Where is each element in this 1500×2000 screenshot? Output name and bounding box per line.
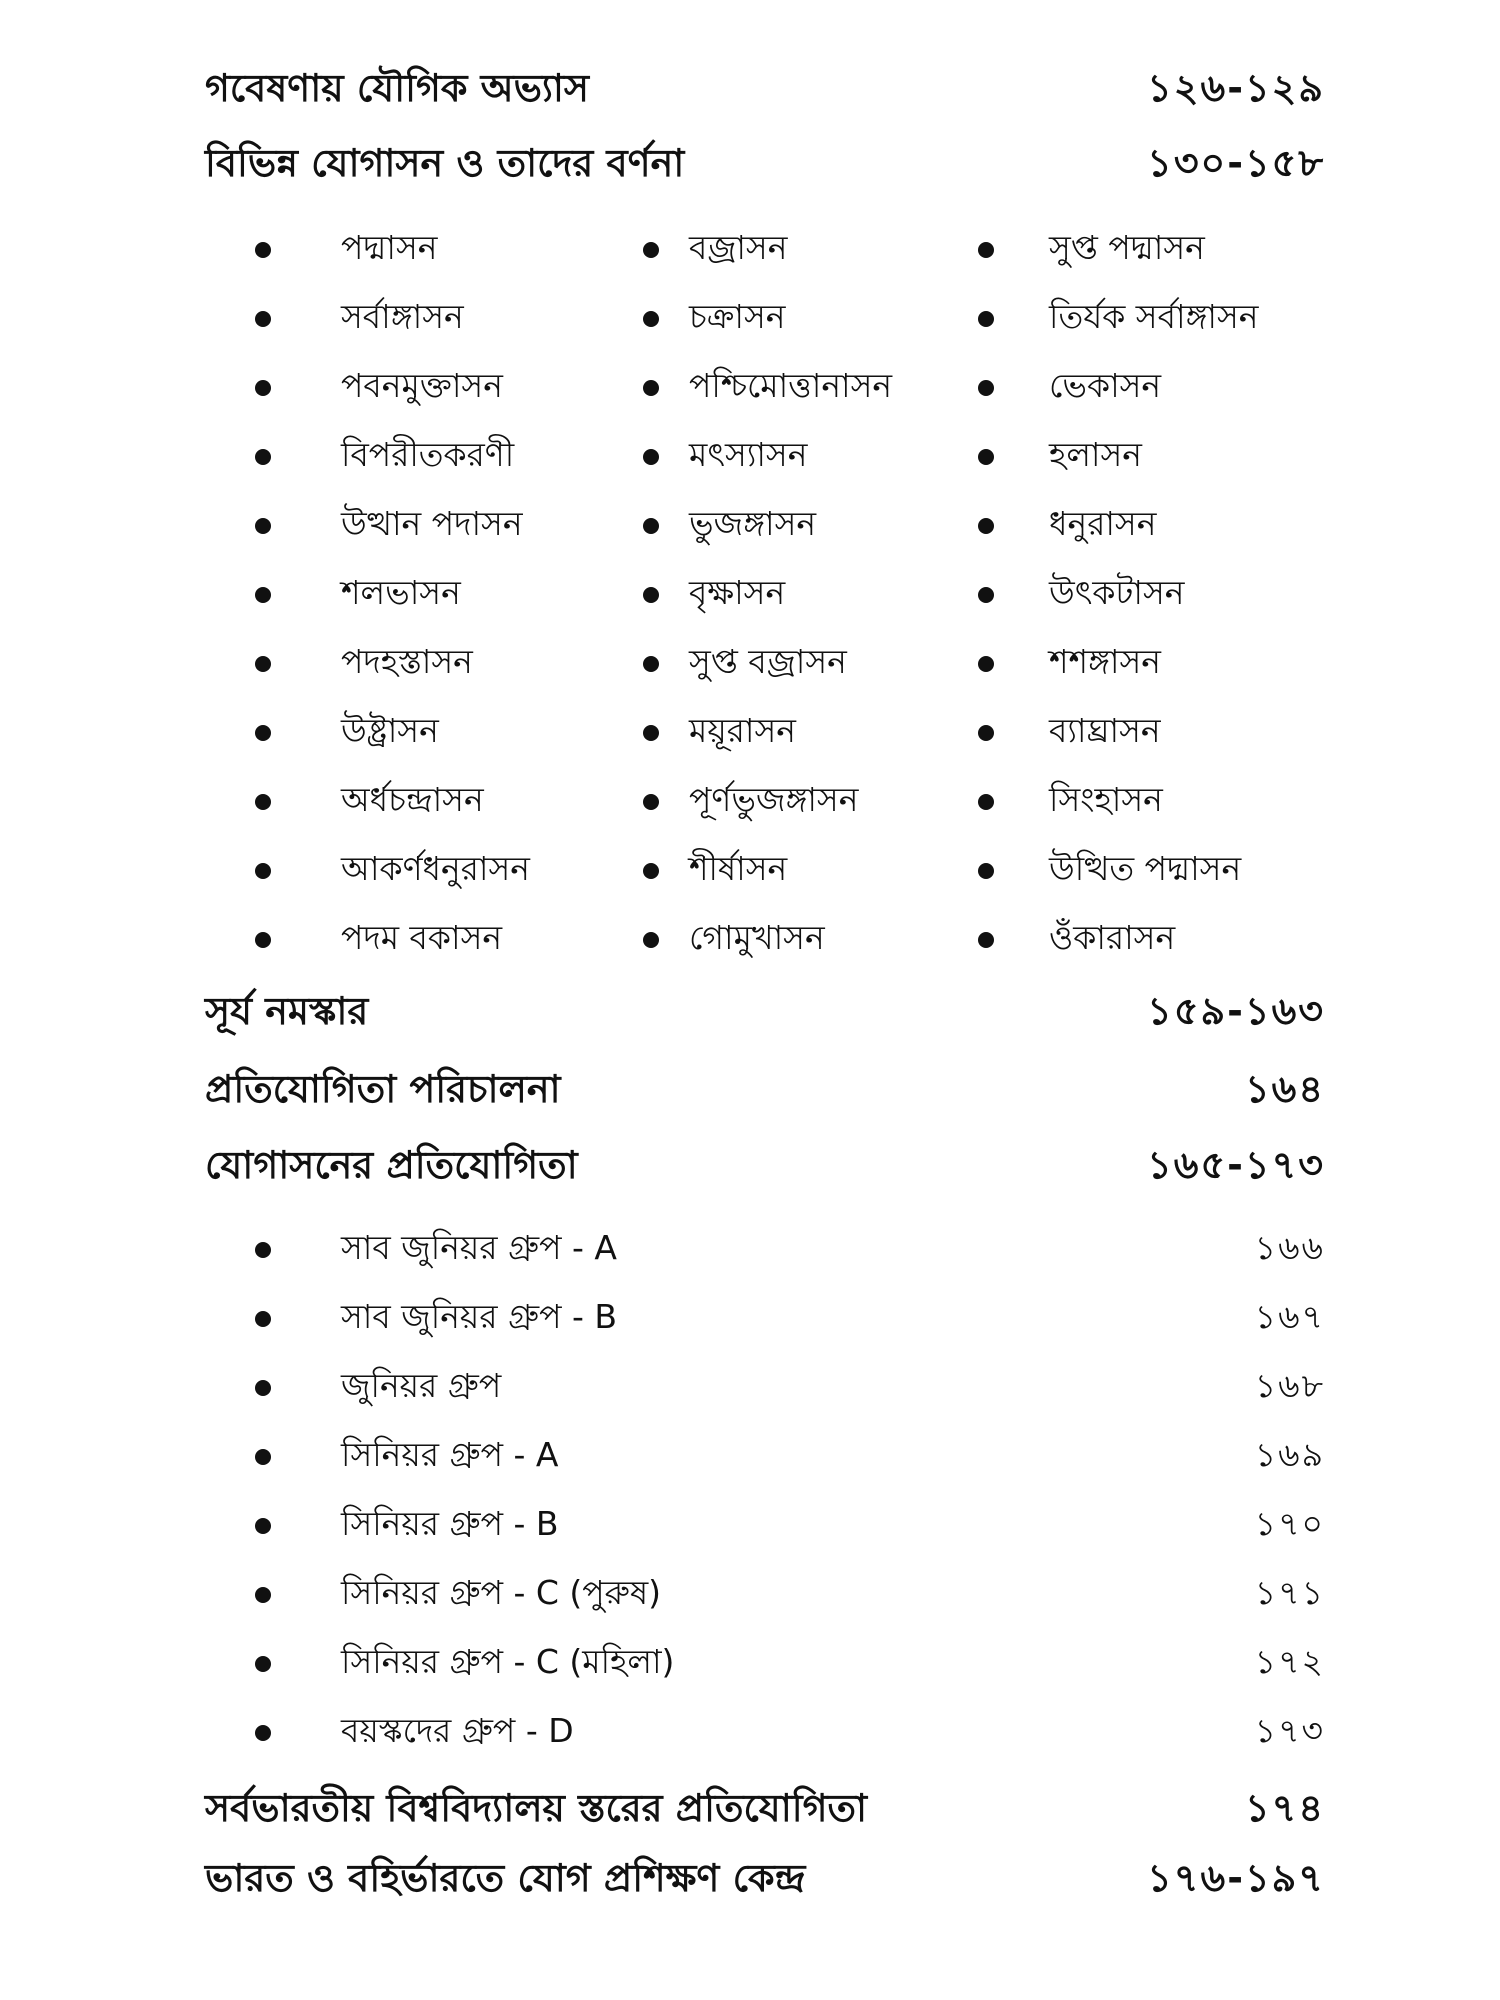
bullet-icon (255, 311, 271, 327)
bullet-icon (978, 863, 994, 879)
bullet-icon (255, 1518, 271, 1534)
asana-label: ধনুরাসন (1049, 503, 1157, 543)
asana-item (255, 705, 643, 761)
group-item (255, 1353, 1325, 1422)
bullet-icon (255, 794, 271, 810)
asana-row (255, 629, 1355, 698)
asana-label: পশ্চিমোত্তানাসন (689, 365, 893, 405)
bullet-icon (255, 518, 271, 534)
group-page: ১৬৭ (1254, 1296, 1325, 1336)
entry-title: গবেষণায় যৌগিক অভ্যাস (205, 66, 590, 110)
group-page: ১৬৬ (1254, 1227, 1325, 1267)
asana-label: সুপ্ত বজ্রাসন (689, 641, 847, 681)
asana-row (255, 560, 1355, 629)
asana-label: উত্থিত পদ্মাসন (1049, 848, 1242, 888)
competition-groups-list (255, 1215, 1325, 1767)
bullet-icon (643, 725, 659, 741)
asana-row (255, 284, 1355, 353)
asana-label: ময়ূরাসন (689, 710, 796, 750)
asana-row (255, 422, 1355, 491)
group-label: বয়স্কদের গ্রুপ - D (341, 1710, 574, 1750)
asana-item (978, 843, 1338, 899)
bullet-icon (255, 1449, 271, 1465)
bullet-icon (978, 656, 994, 672)
toc-entry-surya-namaskar (205, 986, 1325, 1036)
asana-label: সিংহাসন (1049, 779, 1163, 819)
asana-item (255, 291, 643, 347)
asana-label: চক্রাসন (689, 296, 786, 336)
asana-label: বৃক্ষাসন (689, 572, 786, 612)
asana-item (643, 429, 978, 485)
group-label: সাব জুনিয়র গ্রুপ - B (341, 1296, 618, 1336)
entry-title: প্রতিযোগিতা পরিচালনা (205, 1067, 561, 1111)
bullet-icon (255, 1380, 271, 1396)
bullet-icon (978, 725, 994, 741)
entry-pages: ১৭৬-১৯৭ (1147, 1856, 1325, 1900)
bullet-icon (978, 449, 994, 465)
asana-item (255, 498, 643, 554)
asana-label: আকর্ণধনুরাসন (341, 848, 530, 888)
entry-title: বিভিন্ন যোগাসন ও তাদের বর্ণনা (205, 141, 685, 185)
asana-label: শলভাসন (341, 572, 461, 612)
asana-item (978, 705, 1338, 761)
entry-pages: ১৬৪ (1244, 1067, 1325, 1111)
asana-item (643, 222, 978, 278)
asana-item (255, 636, 643, 692)
asana-label: পদ্মাসন (341, 227, 438, 267)
group-label: সিনিয়র গ্রুপ - C (পুরুষ) (341, 1572, 662, 1612)
asana-label: সুপ্ত পদ্মাসন (1049, 227, 1205, 267)
asana-label: পূর্ণভুজঙ্গাসন (689, 779, 859, 819)
asana-item (255, 360, 643, 416)
toc-entry-training-centres (205, 1853, 1325, 1903)
toc-entry-competition-management (205, 1064, 1325, 1114)
bullet-icon (643, 242, 659, 258)
bullet-icon (643, 863, 659, 879)
bullet-icon (255, 1587, 271, 1603)
bullet-icon (978, 587, 994, 603)
asana-item (978, 498, 1338, 554)
group-page: ১৭২ (1254, 1641, 1325, 1681)
asana-item (643, 498, 978, 554)
asana-row (255, 215, 1355, 284)
bullet-icon (255, 725, 271, 741)
asana-row (255, 698, 1355, 767)
asana-item (978, 291, 1338, 347)
bullet-icon (255, 380, 271, 396)
asana-label: পদম বকাসন (341, 917, 503, 957)
asana-label: শীর্ষাসন (689, 848, 788, 888)
asana-item (643, 774, 978, 830)
asana-item (255, 567, 643, 623)
asana-label: ওঁকারাসন (1049, 917, 1176, 957)
entry-title: সূর্য নমস্কার (205, 989, 369, 1033)
asana-row (255, 353, 1355, 422)
asana-label: শশঙ্গাসন (1049, 641, 1162, 681)
asana-item (643, 843, 978, 899)
bullet-icon (255, 449, 271, 465)
asana-row (255, 767, 1355, 836)
bullet-icon (643, 656, 659, 672)
group-item (255, 1422, 1325, 1491)
asana-row (255, 836, 1355, 905)
asana-label: উৎকটাসন (1049, 572, 1185, 612)
asana-item (255, 774, 643, 830)
asana-item (978, 567, 1338, 623)
bullet-icon (255, 656, 271, 672)
asana-item (255, 843, 643, 899)
asana-item (643, 567, 978, 623)
asana-item (255, 222, 643, 278)
group-item (255, 1215, 1325, 1284)
entry-pages: ১৬৫-১৭৩ (1147, 1143, 1325, 1187)
group-label: সিনিয়র গ্রুপ - B (341, 1503, 559, 1543)
asana-label: পবনমুক্তাসন (341, 365, 503, 405)
bullet-icon (978, 932, 994, 948)
bullet-icon (978, 380, 994, 396)
asana-item (255, 912, 643, 968)
asana-label: উষ্ট্রাসন (341, 710, 439, 750)
toc-entry-yogic-research (205, 63, 1325, 113)
asana-row (255, 491, 1355, 560)
toc-entry-yogasana-competition (205, 1140, 1325, 1190)
bullet-icon (255, 1656, 271, 1672)
asana-item (643, 705, 978, 761)
asana-item (643, 360, 978, 416)
asana-item (978, 360, 1338, 416)
asana-item (978, 774, 1338, 830)
asana-label: ভেকাসন (1049, 365, 1162, 405)
asana-grid (255, 215, 1355, 974)
group-page: ১৭০ (1254, 1503, 1325, 1543)
bullet-icon (255, 587, 271, 603)
asana-item (643, 912, 978, 968)
bullet-icon (643, 587, 659, 603)
entry-pages: ১৩০-১৫৮ (1147, 141, 1325, 185)
group-label: জুনিয়র গ্রুপ (341, 1365, 502, 1405)
group-page: ১৬৯ (1254, 1434, 1325, 1474)
asana-item (978, 222, 1338, 278)
asana-item (978, 636, 1338, 692)
entry-title: সর্বভারতীয় বিশ্ববিদ্যালয় স্তরের প্রতিযোগিতা (205, 1786, 868, 1830)
asana-label: উত্থান পদাসন (341, 503, 523, 543)
bullet-icon (643, 932, 659, 948)
asana-label: পদহস্তাসন (341, 641, 473, 681)
toc-entry-asana-descriptions (205, 138, 1325, 188)
asana-label: মৎস্যাসন (689, 434, 808, 474)
bullet-icon (978, 518, 994, 534)
asana-label: বজ্রাসন (689, 227, 788, 267)
asana-label: হলাসন (1049, 434, 1142, 474)
bullet-icon (255, 242, 271, 258)
asana-label: তির্যক সর্বাঙ্গাসন (1049, 296, 1259, 336)
group-item (255, 1284, 1325, 1353)
bullet-icon (643, 794, 659, 810)
entry-pages: ১৭৪ (1244, 1786, 1325, 1830)
asana-item (643, 291, 978, 347)
group-item (255, 1560, 1325, 1629)
bullet-icon (255, 863, 271, 879)
asana-item (978, 429, 1338, 485)
toc-entry-university-competition (205, 1783, 1325, 1833)
bullet-icon (255, 1725, 271, 1741)
group-label: সিনিয়র গ্রুপ - A (341, 1434, 559, 1474)
bullet-icon (255, 1311, 271, 1327)
asana-label: ভুজঙ্গাসন (689, 503, 817, 543)
bullet-icon (978, 242, 994, 258)
group-page: ১৬৮ (1254, 1365, 1325, 1405)
asana-item (643, 636, 978, 692)
asana-label: গোমুখাসন (689, 917, 825, 957)
asana-label: অর্ধচন্দ্রাসন (341, 779, 484, 819)
group-item (255, 1698, 1325, 1767)
group-label: সাব জুনিয়র গ্রুপ - A (341, 1227, 617, 1267)
group-page: ১৭১ (1254, 1572, 1325, 1612)
group-item (255, 1491, 1325, 1560)
bullet-icon (643, 380, 659, 396)
bullet-icon (643, 311, 659, 327)
entry-pages: ১৫৯-১৬৩ (1147, 989, 1325, 1033)
entry-pages: ১২৬-১২৯ (1147, 66, 1325, 110)
asana-item (255, 429, 643, 485)
bullet-icon (643, 518, 659, 534)
asana-item (978, 912, 1338, 968)
bullet-icon (255, 1242, 271, 1258)
group-page: ১৭৩ (1254, 1710, 1325, 1750)
bullet-icon (255, 932, 271, 948)
bullet-icon (978, 311, 994, 327)
asana-label: বিপরীতকরণী (341, 434, 515, 474)
asana-label: ব্যাঘ্রাসন (1049, 710, 1161, 750)
asana-label: সর্বাঙ্গাসন (341, 296, 464, 336)
group-item (255, 1629, 1325, 1698)
entry-title: ভারত ও বহির্ভারতে যোগ প্রশিক্ষণ কেন্দ্র (205, 1856, 806, 1900)
asana-row (255, 905, 1355, 974)
bullet-icon (978, 794, 994, 810)
bullet-icon (643, 449, 659, 465)
group-label: সিনিয়র গ্রুপ - C (মহিলা) (341, 1641, 675, 1681)
entry-title: যোগাসনের প্রতিযোগিতা (205, 1143, 578, 1187)
